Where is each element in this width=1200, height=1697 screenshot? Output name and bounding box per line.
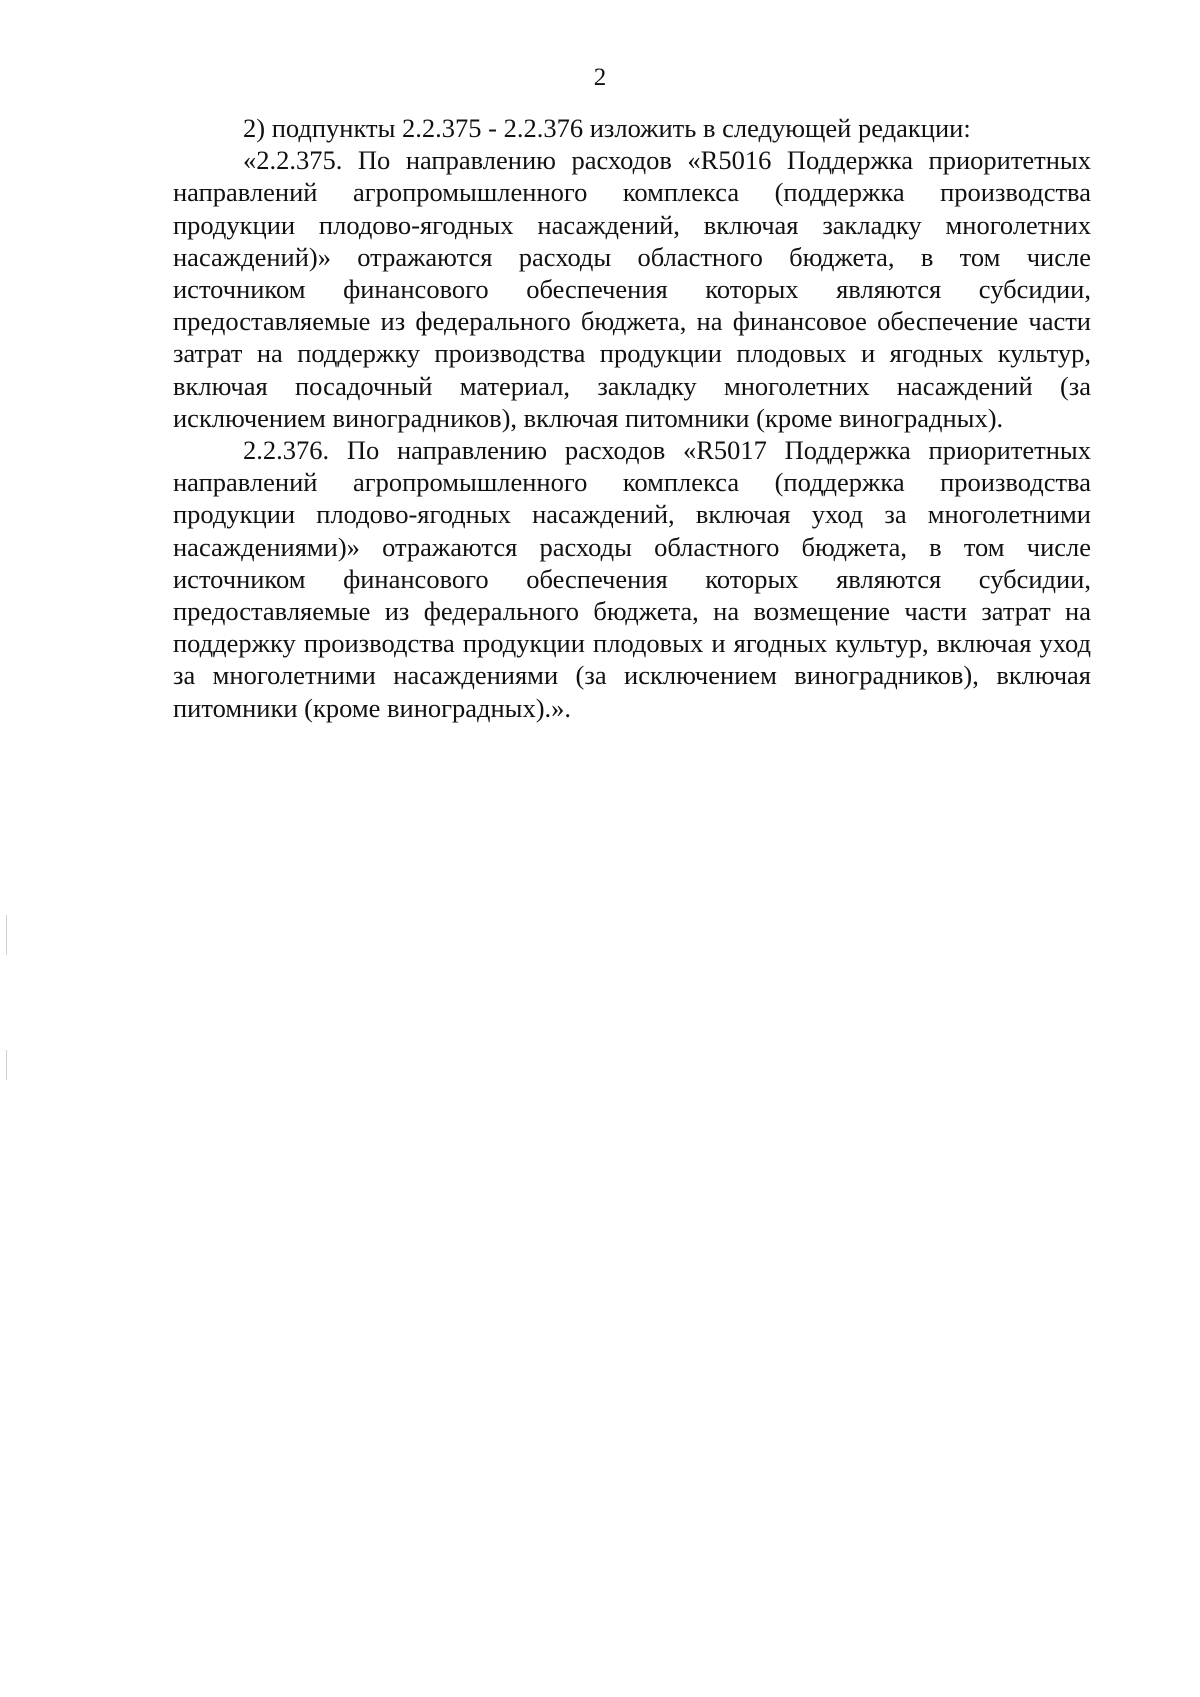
document-body (173, 112, 1091, 724)
paragraph-2-2-375: «2.2.375. По направлению расходов «R5016 Поддержка приоритетных направлений агропромышленного комплекса (поддержка производства продукции плодово-ягодных насаждений, включая закладку многолетних насаждений)» отражаются расходы областного бюджета, в том числе источником финансового обеспечения которых являются субсидии, предоставляемые из федерального бюджета, на финансовое обеспечение части затрат на поддержку производства продукции плодовых и ягодных культур, включая посадочный материал, закладку многолетних насаждений (за исключением виноградников), включая питомники (кроме виноградных). (173, 145, 1091, 433)
paragraph-2-2-376: 2.2.376. По направлению расходов «R5017 Поддержка приоритетных направлений агропромышленного комплекса (поддержка производства продукции плодово-ягодных насаждений, включая уход за многолетними насаждениями)» отражаются расходы областного бюджета, в том числе источником финансового обеспечения которых являются субсидии, предоставляемые из федерального бюджета, на возмещение части затрат на поддержку производства продукции плодовых и ягодных культур, включая уход за многолетними насаждениями (за исключением виноградников), включая питомники (кроме виноградных).». (173, 435, 1091, 723)
scan-mark (6, 915, 7, 955)
page-number: 2 (593, 64, 607, 91)
scan-mark (6, 1050, 7, 1080)
amendment-intro: 2) подпункты 2.2.375 - 2.2.376 изложить в следующей редакции: (243, 113, 971, 143)
